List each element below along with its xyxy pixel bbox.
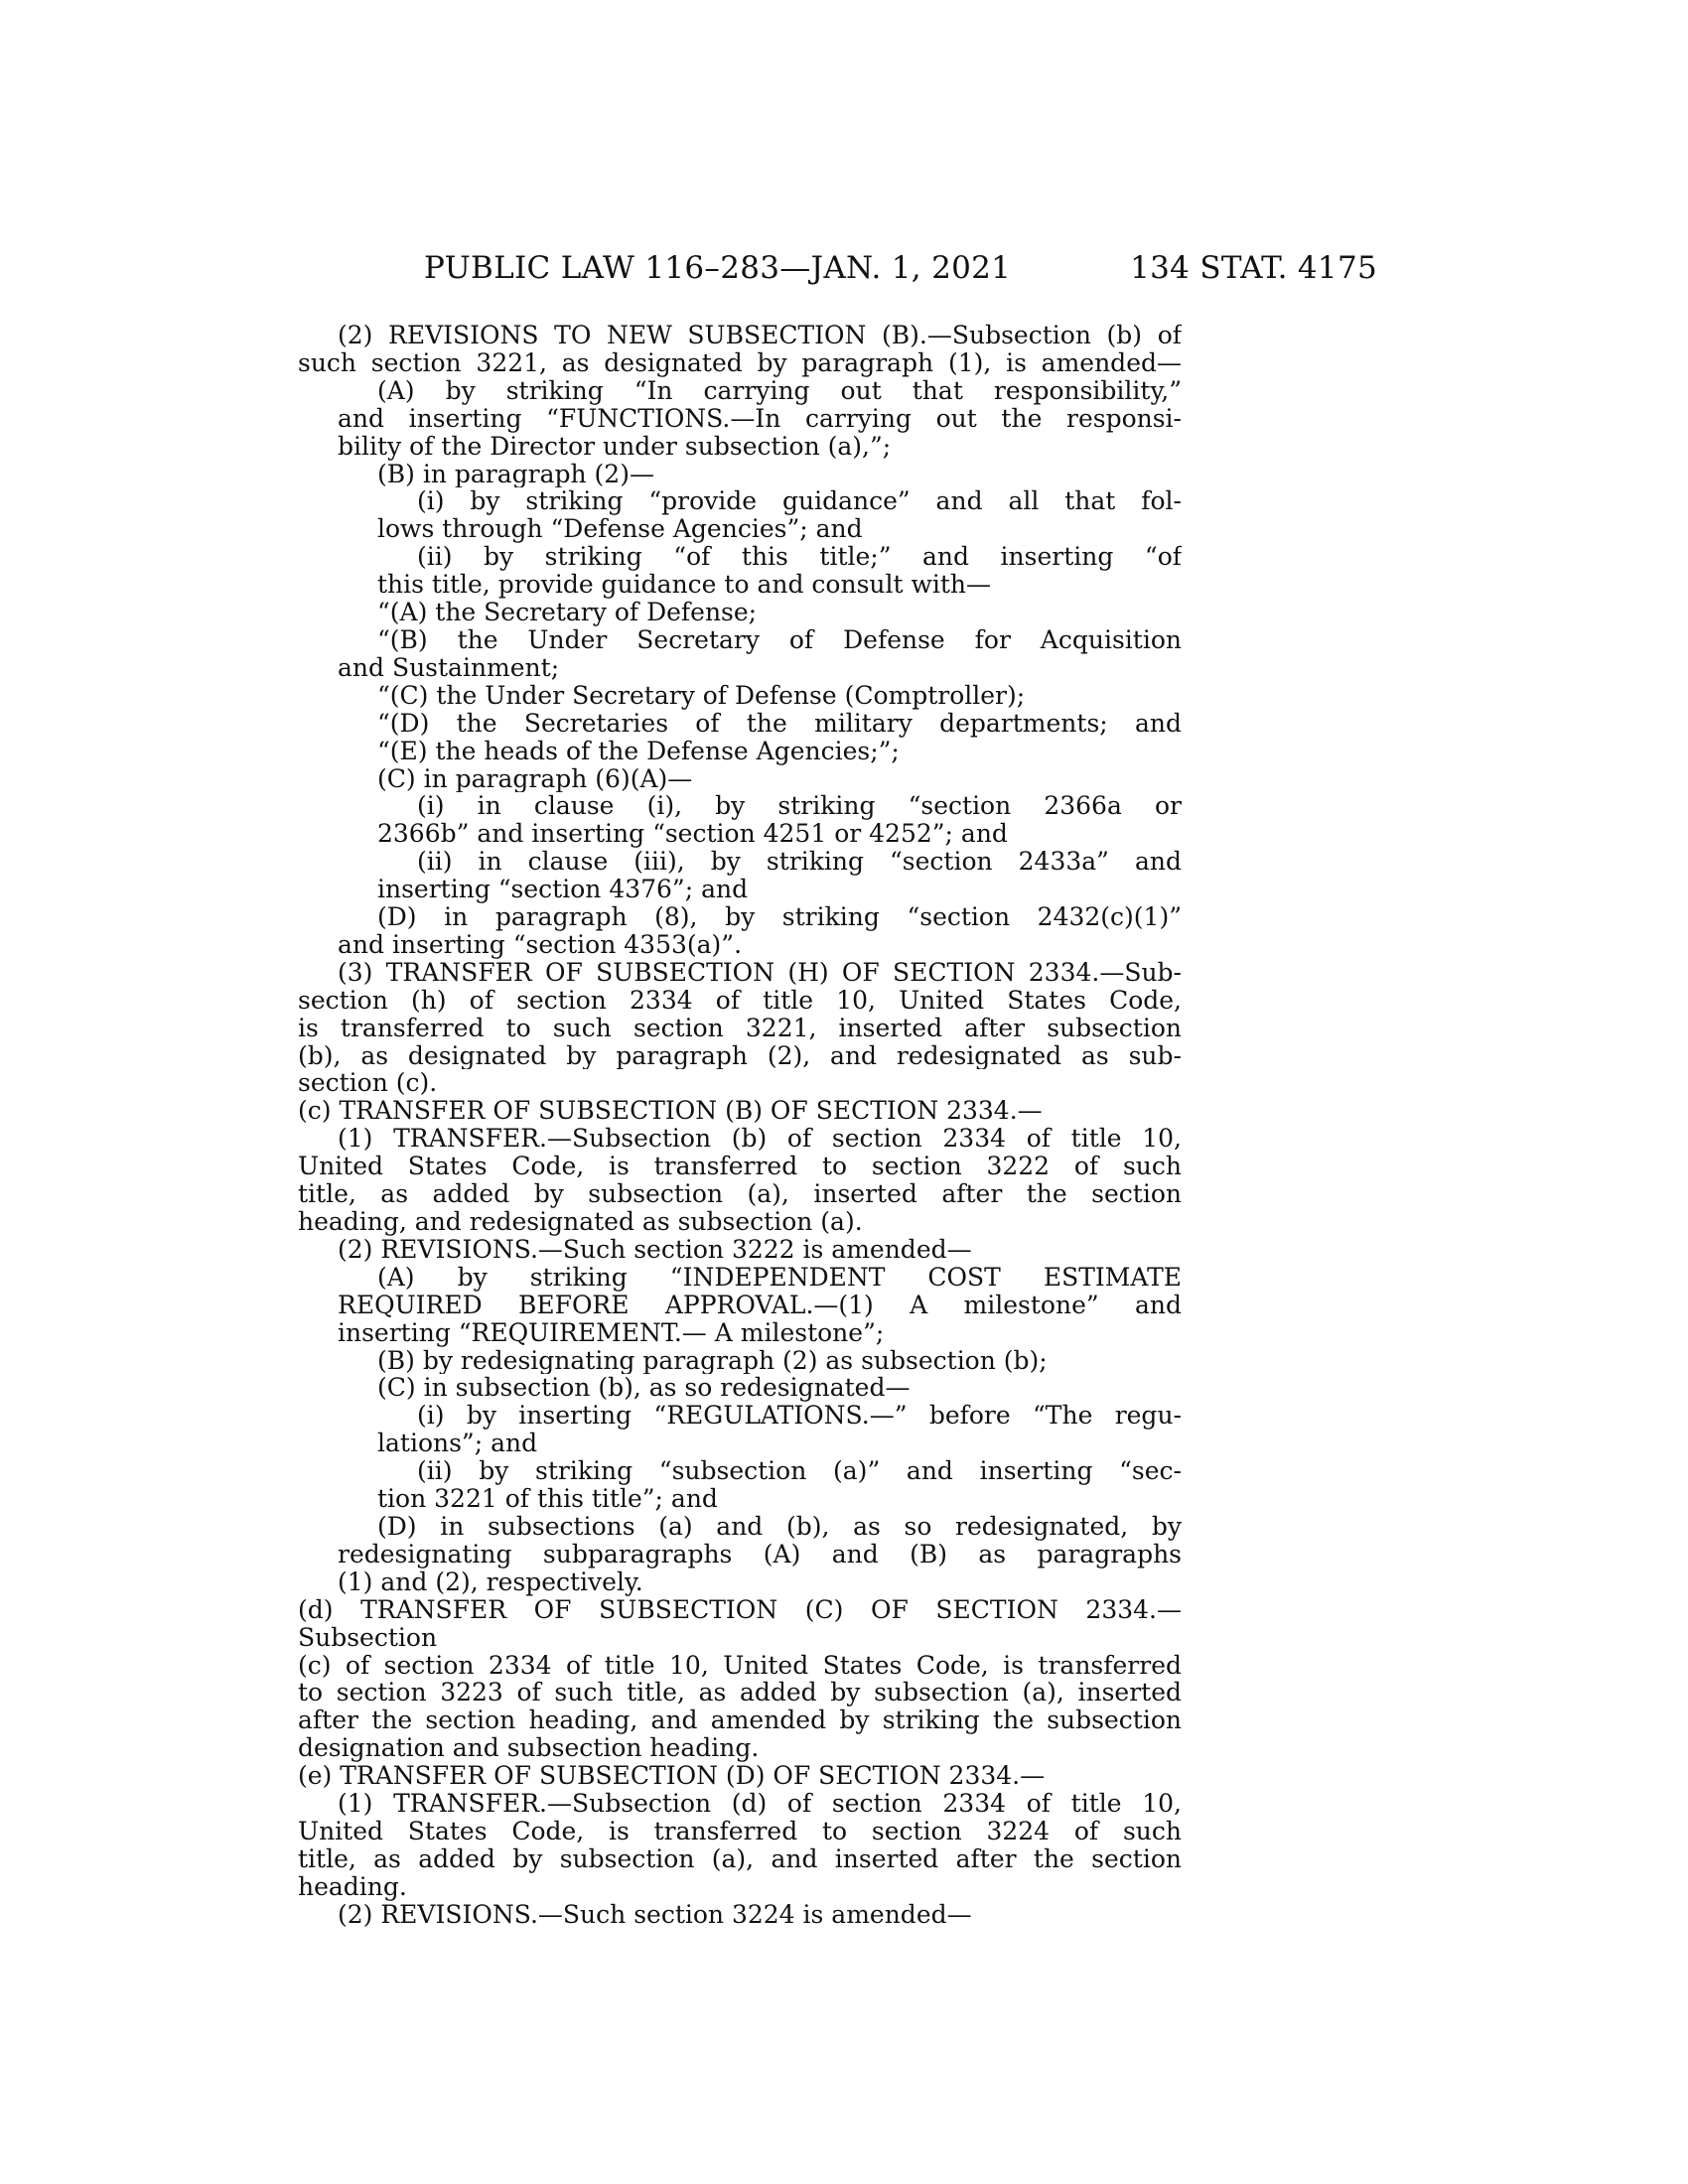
text-line: (b), as designated by paragraph (2), and redesignated as sub- <box>298 1041 1182 1070</box>
text-line: section (h) of section 2334 of title 10, United States Code, <box>298 986 1182 1015</box>
text-line: (D) in paragraph (8), by striking “section 2432(c)(1)” <box>377 903 1182 931</box>
text-line: lations”; and <box>377 1430 538 1458</box>
text-line: after the section heading, and amended by striking the subsection <box>298 1706 1182 1735</box>
text-line: redesignating subparagraphs (A) and (B) as paragraphs <box>338 1540 1182 1569</box>
text-line: to section 3223 of such title, as added by subsection (a), inserted <box>298 1679 1182 1707</box>
text-line: United States Code, is transferred to section 3224 of such <box>298 1817 1182 1845</box>
text-line: (B) by redesignating paragraph (2) as subsection (b); <box>377 1346 1048 1375</box>
page-header <box>424 250 1377 290</box>
text-line: (D) in subsections (a) and (b), as so redesignated, by <box>377 1512 1182 1541</box>
text-line: 2366b” and inserting “section 4251 or 4252”; and <box>377 820 1008 849</box>
document-body <box>298 322 1182 1929</box>
text-line: lows through “Defense Agencies”; and <box>377 515 863 544</box>
text-line: and Sustainment; <box>338 653 560 682</box>
text-line: (2) REVISIONS TO NEW SUBSECTION (B).—Subsection (b) of <box>338 322 1182 349</box>
text-line: inserting “section 4376”; and <box>377 876 749 904</box>
text-line: this title, provide guidance to and consult with— <box>377 571 992 600</box>
text-line: (C) in paragraph (6)(A)— <box>377 764 693 793</box>
text-line: is transferred to such section 3221, inserted after subsection <box>298 1014 1182 1042</box>
text-line: tion 3221 of this title”; and <box>377 1485 718 1513</box>
text-line: (A) by striking “In carrying out that responsibility,” <box>377 376 1182 405</box>
text-line: (2) REVISIONS.—Such section 3222 is amended— <box>338 1235 972 1264</box>
text-line: (c) TRANSFER OF SUBSECTION (B) OF SECTION 2334.— <box>298 1097 1043 1126</box>
text-line: “(B) the Under Secretary of Defense for Acquisition <box>377 625 1182 654</box>
text-line: (i) by inserting “REGULATIONS.—” before “The regu- <box>417 1402 1182 1431</box>
text-line: “(C) the Under Secretary of Defense (Comptroller); <box>377 681 1026 710</box>
text-line: heading, and redesignated as subsection (a). <box>298 1208 863 1236</box>
text-line: inserting “REQUIREMENT.— A milestone”; <box>338 1318 885 1347</box>
text-line: and inserting “FUNCTIONS.—In carrying out the responsi- <box>338 404 1182 433</box>
text-line: designation and subsection heading. <box>298 1734 760 1763</box>
text-line: “(A) the Secretary of Defense; <box>377 599 758 626</box>
text-line: (C) in subsection (b), as so redesignated— <box>377 1374 911 1403</box>
text-line: (1) TRANSFER.—Subsection (d) of section 2334 of title 10, <box>338 1790 1182 1818</box>
statute-page-number: 134 STAT. 4175 <box>1130 250 1377 286</box>
text-line: (ii) by striking “subsection (a)” and inserting “sec- <box>417 1457 1182 1486</box>
text-line: (ii) by striking “of this title;” and inserting “of <box>417 543 1182 572</box>
public-law-citation: PUBLIC LAW 116–283—JAN. 1, 2021 <box>424 250 1012 286</box>
text-line: “(E) the heads of the Defense Agencies;”; <box>377 737 900 765</box>
text-line: heading. <box>298 1872 407 1901</box>
text-line: (d) TRANSFER OF SUBSECTION (C) OF SECTION 2334.—Subsection <box>298 1595 1182 1652</box>
text-line: (1) and (2), respectively. <box>338 1568 643 1596</box>
text-line: and inserting “section 4353(a)”. <box>338 930 743 959</box>
text-line: (c) of section 2334 of title 10, United States Code, is transferred <box>298 1651 1182 1680</box>
text-line: (i) by striking “provide guidance” and all that fol- <box>417 487 1182 516</box>
text-line: (B) in paragraph (2)— <box>377 460 654 488</box>
text-line: (1) TRANSFER.—Subsection (b) of section 2334 of title 10, <box>338 1125 1182 1154</box>
text-line: title, as added by subsection (a), and inserted after the section <box>298 1844 1182 1873</box>
text-line: (2) REVISIONS.—Such section 3224 is amended— <box>338 1900 972 1929</box>
text-line: (3) TRANSFER OF SUBSECTION (H) OF SECTION 2334.—Sub- <box>338 958 1182 987</box>
text-line: bility of the Director under subsection (a),”; <box>338 432 892 461</box>
text-line: “(D) the Secretaries of the military departments; and <box>377 709 1182 738</box>
text-line: title, as added by subsection (a), inserted after the section <box>298 1180 1182 1208</box>
text-line: such section 3221, as designated by paragraph (1), is amended— <box>298 348 1182 377</box>
text-line: (e) TRANSFER OF SUBSECTION (D) OF SECTION 2334.— <box>298 1762 1046 1791</box>
text-line: REQUIRED BEFORE APPROVAL.—(1) A milestone” and <box>338 1291 1182 1319</box>
text-line: United States Code, is transferred to section 3222 of such <box>298 1153 1182 1181</box>
text-line: (i) in clause (i), by striking “section 2366a or <box>417 792 1182 821</box>
text-line: section (c). <box>298 1069 438 1098</box>
text-line: (A) by striking “INDEPENDENT COST ESTIMATE <box>377 1263 1182 1292</box>
text-line: (ii) in clause (iii), by striking “section 2433a” and <box>417 848 1182 877</box>
